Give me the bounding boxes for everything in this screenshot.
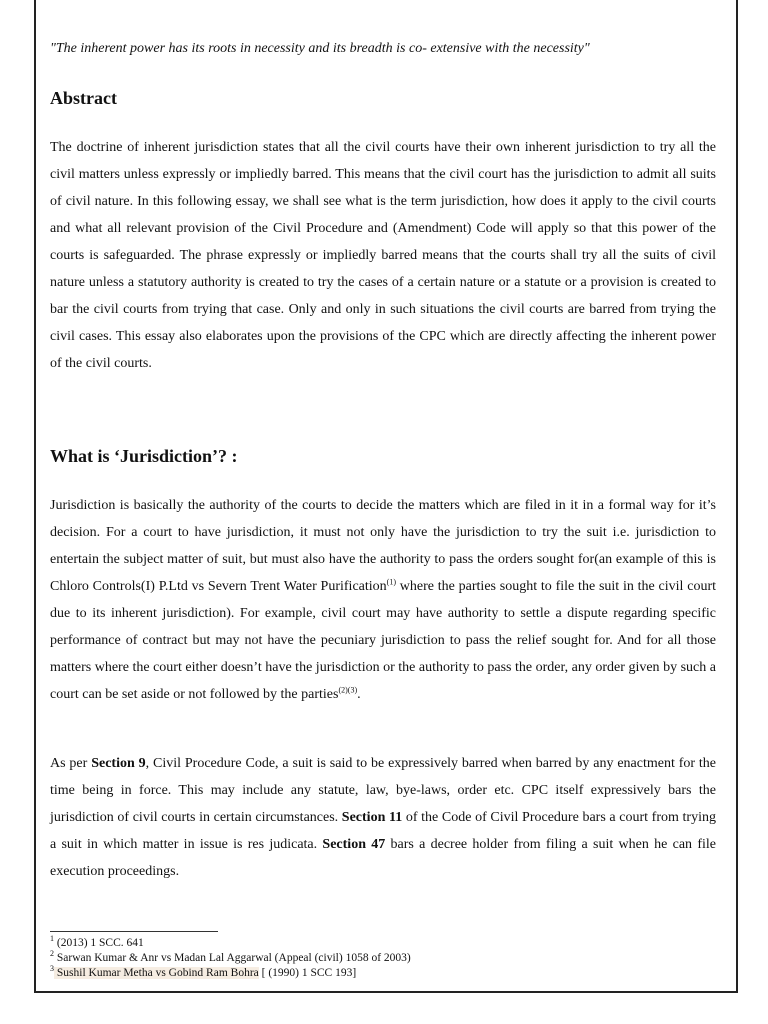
footnote-text: Sarwan Kumar & Anr vs Madan Lal Aggarwal (Appeal (civil) 1058 of 2003) — [54, 952, 411, 964]
section-text-a: As per — [50, 756, 92, 771]
jurisdiction-text-a: Jurisdiction is basically the authority of the courts to decide the matters which are filed in it in a formal way for it’s decision. For a court to have jurisdiction, it must not only have the jurisdiction to try the suit i.e. jurisdiction to entertain the subject matter of suit, but must also have the authority to pass the orders sought for(an example of this is Chloro Controls(I) P.Ltd vs Severn Trent Water Purification — [50, 498, 716, 594]
jurisdiction-heading: What is ‘Jurisdiction’? : — [50, 446, 238, 466]
footnote-case-link[interactable]: Sushil Kumar Metha vs Gobind Ram Bohra — [54, 967, 259, 979]
jurisdiction-text-b: where the parties sought to file the suit in the civil court due to its inherent jurisdiction). For example, civil court may have authority to settle a dispute regarding specific performance of contract but may not have the pecuniary jurisdiction to pass the relief sought for. And for all those matters where the court either doesn’t have the jurisdiction or the authority to pass the order, any order given by such a court can be set aside or not followed by the parties — [50, 579, 716, 702]
footnote-text: [ (1990) 1 SCC 193] — [258, 967, 357, 979]
footnote-ref-1[interactable]: (1) — [386, 577, 396, 587]
epigraph-quote: "The inherent power has its roots in necessity and its breadth is co- extensive with the necessity" — [50, 41, 590, 56]
section-9-label: Section 9 — [91, 756, 146, 771]
footnote-number: 3 — [50, 964, 54, 974]
jurisdiction-text-end: . — [357, 687, 361, 702]
footnotes — [50, 936, 411, 981]
footnote-separator — [50, 931, 218, 932]
section-text-b: , Civil Procedure Code, a suit is said to be expressively barred when barred by any enactment for the time being in force. This may include any statute, law, bye-laws, order etc. CPC itself expressively bars the jurisdiction of civil courts in certain circumstances. — [50, 756, 717, 825]
footnote-number: 1 — [50, 934, 54, 944]
jurisdiction-paragraph-2 — [50, 750, 716, 885]
footnote-2 — [50, 951, 411, 966]
section-text-d: bars a decree holder from filing a suit when he can file execution proceedings. — [50, 837, 716, 879]
section-47-label: Section 47 — [322, 837, 386, 852]
footnote-ref-2-3[interactable]: (2)(3) — [338, 685, 358, 695]
abstract-heading: Abstract — [50, 88, 117, 108]
section-11-label: Section 11 — [341, 810, 403, 825]
jurisdiction-paragraph-1 — [50, 492, 716, 708]
footnote-number: 2 — [50, 949, 54, 959]
abstract-paragraph: The doctrine of inherent jurisdiction states that all the civil courts have their own inherent jurisdiction to try all the civil matters unless expressly or impliedly barred. This means that the civil court has the jurisdiction to admit all suits of civil nature. In this following essay, we shall see what is the term jurisdiction, how does it apply to the civil courts and what all relevant provision of the Civil Procedure and (Amendment) Code will apply so that this power of the courts is safeguarded. The phrase expressly or impliedly barred means that the courts shall try all the suits of civil nature unless a statutory authority is created to try the cases of a certain nature or a statute or a provision is created to bar the civil courts from trying that case. Only and only in such situations the civil courts are barred from trying the civil cases. This essay also elaborates upon the provisions of the CPC which are directly affecting the inherent power of the civil courts. — [50, 140, 716, 371]
footnote-1 — [50, 936, 411, 951]
section-text-c: of the Code of Civil Procedure bars a court from trying a suit in which matter in issue is res judicata. — [50, 810, 716, 852]
footnote-text: (2013) 1 SCC. 641 — [54, 937, 144, 949]
footnote-3 — [50, 966, 411, 981]
